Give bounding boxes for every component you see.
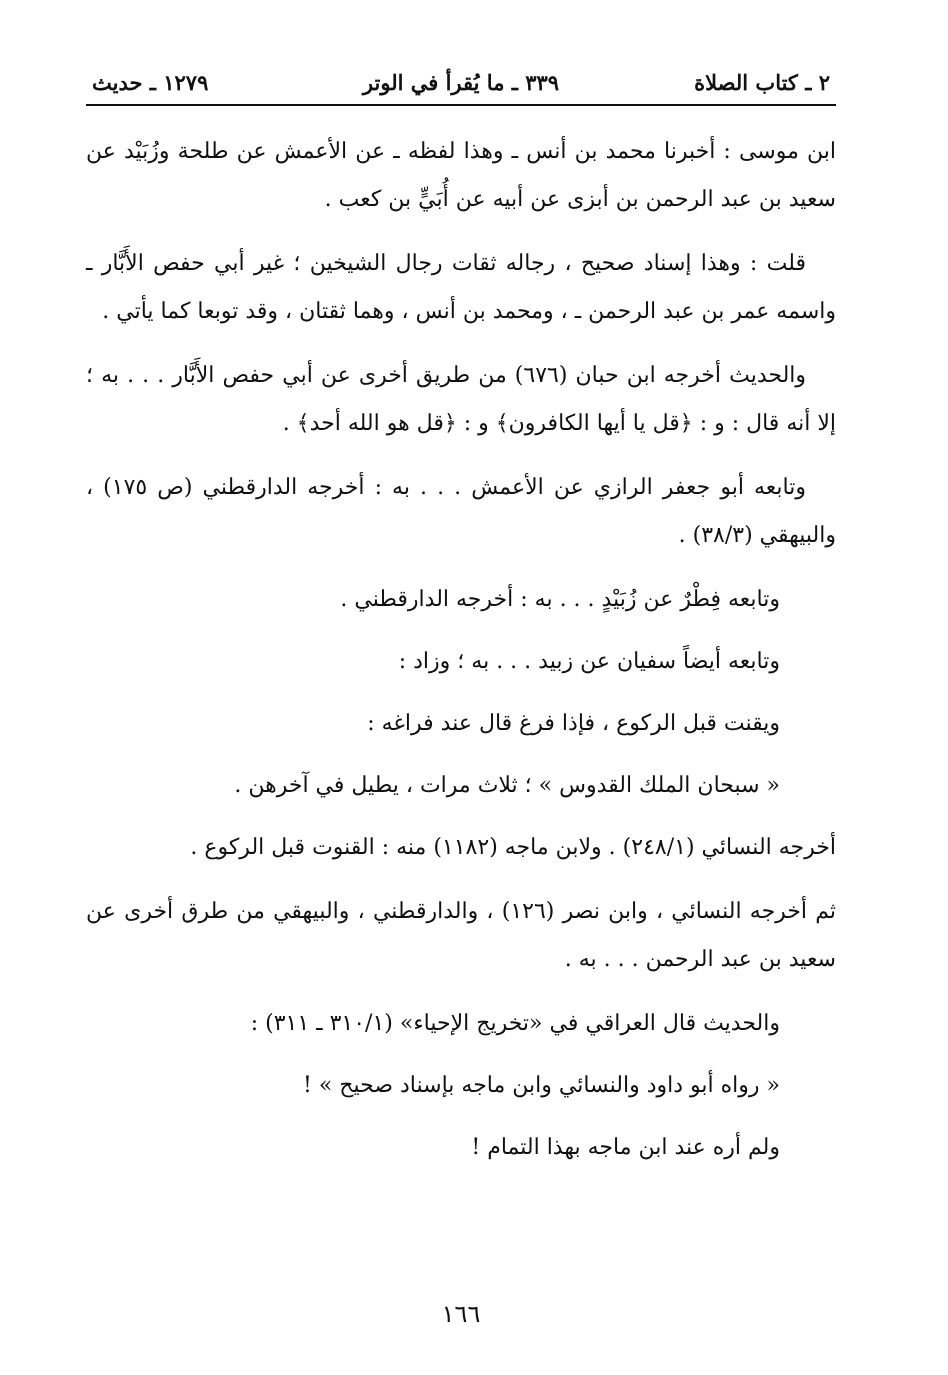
paragraph-other-routes: ثم أخرجه النسائي ، وابن نصر (١٢٦) ، والدارقطني ، والبيهقي من طرق أخرى عن سعيد بن عبد الرحمن . . . به .	[86, 899, 837, 972]
paragraph-qunut: ويقنت قبل الركوع ، فإذا فرغ قال عند فراغه :	[367, 711, 780, 736]
paragraph-abu-jafar: وتابعه أبو جعفر الرازي عن الأعمش . . . به : أخرجه الدارقطني (ص ١٧٥) ، والبيهقي (٣٨/٣) .	[86, 475, 836, 548]
header-rule	[86, 104, 836, 106]
paragraph-conclusion: ولم أره عند ابن ماجه بهذا التمام !	[471, 1135, 780, 1160]
paragraph-quote: « رواه أبو داود والنسائي وابن ماجه بإسناد صحيح » !	[303, 1073, 780, 1098]
header-chapter: ٢ ـ كتاب الصلاة	[694, 70, 830, 95]
paragraph-subhan: « سبحان الملك القدوس » ؛ ثلاث مرات ، يطيل في آخرهن .	[234, 773, 780, 798]
header-hadith-number: ١٢٧٩ ـ حديث	[92, 70, 209, 95]
paragraph-nasai: أخرجه النسائي (٢٤٨/١) . ولابن ماجه (١١٨٢) منه : القنوت قبل الركوع .	[190, 835, 836, 860]
header-section: ٣٣٩ ـ ما يُقرأ في الوتر	[362, 70, 560, 95]
paragraph-isnad: ابن موسى : أخبرنا محمد بن أنس ـ وهذا لفظه ـ عن الأعمش عن طلحة وزُبَيْد عن سعيد بن عبد الرحمن بن أبزى عن أبيه عن أُبَيٍّ بن كعب .	[86, 139, 836, 212]
book-page	[86, 70, 836, 1360]
paragraph-sufyan: وتابعه أيضاً سفيان عن زبيد . . . به ؛ وزاد :	[398, 649, 780, 674]
page-number: ١٦٦	[441, 1300, 481, 1328]
paragraph-fitr: وتابعه فِطْرٌ عن زُبَيْدٍ . . . به : أخرجه الدارقطني .	[340, 587, 780, 612]
paragraph-iraqi: والحديث قال العراقي في «تخريج الإحياء» (٣١٠/١ ـ ٣١١) :	[250, 1011, 780, 1036]
paragraph-grading: قلت : وهذا إسناد صحيح ، رجاله ثقات رجال الشيخين ؛ غير أبي حفص الأَبَّار ـ واسمه عمر بن عبد الرحمن ـ ، ومحمد بن أنس ، وهما ثقتان ، وقد توبعا كما يأتي .	[86, 251, 836, 324]
page-body	[86, 128, 836, 1186]
paragraph-ibn-hibban: والحديث أخرجه ابن حبان (٦٧٦) من طريق أخرى عن أبي حفص الأَبَّار . . . به ؛ إلا أنه قال : و : ﴿قل يا أيها الكافرون﴾ و : ﴿قل هو الله أحد﴾ .	[86, 363, 836, 436]
running-header	[86, 70, 836, 104]
